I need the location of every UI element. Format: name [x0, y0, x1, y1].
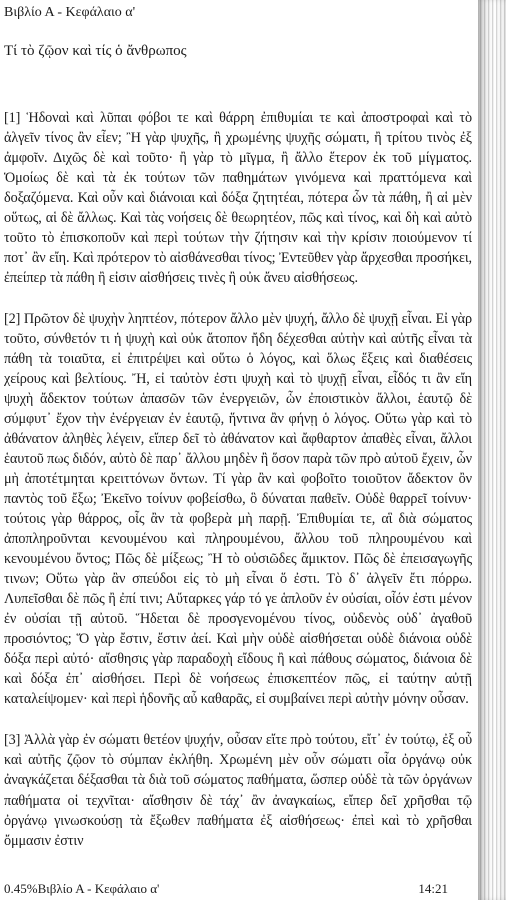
paragraph-2: [2] Πρῶτον δὲ ψυχὴν ληπτέον, πότερον ἄλλο μὲν ψυχή, ἄλλο δὲ ψυχῇ εἶναι. Εἰ γὰρ τοῦτο, σύνθετόν τι ἡ ψυχὴ καὶ οὐκ ἄτοπον ἤδη δέχεσθαι αὐτὴν καὶ αὐτῆς εἶναι τὰ πάθη τὰ τοιαῦτα, εἰ ἐπιτρέψει καὶ οὕτω ὁ λόγος, καὶ ὅλως ἕξεις καὶ διαθέσεις χείρους καὶ βελτίους. Ἤ, εἰ ταὐτὸν ἐστι ψυχὴ καὶ τὸ ψυχῇ εἶναι, εἶδός τι ἂν εἴη ψυχὴ ἄδεκτον τούτων ἁπασῶν τῶν ἐνεργειῶν, ὧν ἐποιστικὸν ἄλλοι, ἑαυτῷ δὲ σύμφυτ᾽ ἔχον τὴν ἐνέργειαν ἐν ἑαυτῷ, ἥντινα ἂν φήνῃ ὁ λόγος. Οὕτω γὰρ καὶ τὸ ἀθάνατον ἀληθὲς λέγειν, εἴπερ δεῖ τὸ ἀθάνατον καὶ ἄφθαρτον ἀπαθὲς εἶναι, ἄλλοι ἑαυτοῦ πως διδόν, αὐτὸ δὲ παρ᾽ ἄλλου μηδὲν ἢ ὅσον παρὰ τῶν πρὸ αὐτοῦ ἔχειν, ὧν μὴ ἀποτέτμηται κρειττόνων ὄντων. Τί γὰρ ἂν καὶ φοβοῖτο τοιοῦτον ἄδεκτον ὂν παντὸς τοῦ ἔξω; Ἐκεῖνο τοίνυν φοβείσθω, ὃ δύναται παθεῖν. Οὐδὲ θαρρεῖ τοίνυν· τούτοις γὰρ θάρρος, οἷς ἂν τὰ φοβερὰ μὴ παρῇ. Ἐπιθυμίαι τε, αἳ διὰ σώματος ἀποπληροῦνται κενουμένου καὶ πληρουμένου, ἄλλου τοῦ πληρουμένου καὶ κενουμένου ὄντος; Πῶς δὲ μίξεως; Ἢ τὸ οὐσιῶδες ἄμικτον. Πῶς δὲ ἐπεισαγωγῆς τινων; Οὕτω γὰρ ἂν σπεύδοι εἰς τὸ μὴ εἶναι ὅ ἐστι. Τὸ δ᾽ ἀλγεῖν ἔτι πόρρω. Λυπεῖσθαι δὲ πῶς ἢ ἐπί τινι; Αὔταρκες γάρ τό γε ἁπλοῦν ἐν οὐσίαι, οἷόν ἐστι μένον ἐν οὐσίαι τῇ αὐτοῦ. Ἥδεται δὲ προσγενομένου τίνος, οὐδενὸς οὐδ᾽ ἀγαθοῦ προσιόντος; Ὅ γὰρ ἔστιν, ἔστιν ἀεί. Καὶ μὴν οὐδὲ αἰσθήσεται οὐδὲ διάνοια οὐδὲ δόξα περὶ αὐτό· αἴσθησις γὰρ παραδοχὴ εἴδους ἢ καὶ πάθους σώματος, διάνοια δὲ καὶ δόξα ἐπ᾽ αἰσθήσει. Περὶ δὲ νοήσεως ἐπισκεπτέον πῶς, εἰ ταύτην αὐτῇ καταλείψομεν· καὶ περὶ ἡδονῆς αὖ καθαρᾶς, εἰ συμβαίνει περὶ αὐτὴν μόνην οὖσαν. [4, 311, 472, 708]
clock: 14:21 [418, 881, 448, 896]
chapter-text [4, 108, 472, 872]
page-edge-shadow [478, 0, 506, 900]
paragraph-1: [1] Ἡδοναὶ καὶ λῦπαι φόβοι τε καὶ θάρρη ἐπιθυμίαι τε καὶ ἀποστροφαὶ καὶ τὸ ἀλγεῖν τίνος ἂν εἶεν; Ἢ γὰρ ψυχῆς, ἢ χρωμένης ψυχῆς σώματι, ἢ τρίτου τινὸς ἐξ ἀμφοῖν. Διχῶς δὲ καὶ τοῦτο· ἢ γὰρ τὸ μῖγμα, ἢ ἄλλο ἕτερον ἐκ τοῦ μίγματος. Ὁμοίως δὲ καὶ τὰ ἐκ τούτων τῶν παθημάτων γινόμενα καὶ πραττόμενα καὶ δοξαζόμενα. Καὶ οὖν καὶ διάνοιαι καὶ δόξα ζητητέαι, πότερα ὧν τὰ πάθη, ἢ αἱ μὲν οὕτως, αἱ δὲ ἄλλως. Καὶ τὰς νοήσεις δὲ θεωρητέον, πῶς καὶ τίνος, καὶ δὴ καὶ αὐτὸ τοῦτο τὸ ἐπισκοποῦν καὶ περὶ τούτων τὴν ζήτησιν καὶ τὴν κρίσιν ποιούμενον τί ποτ᾽ ἂν εἴη. Καὶ πρότερον τὸ αἰσθάνεσθαι τίνος; Ἐντεῦθεν γὰρ ἄρχεσθαι προσήκει, ἐπείπερ τὰ πάθη ἢ εἰσιν αἰσθήσεις τινὲς ἢ οὐκ ἄνευ αἰσθήσεως. [4, 110, 472, 287]
status-footer [4, 880, 448, 898]
chapter-title: Τί τὸ ζῷον καὶ τίς ὁ ἄνθρωπος [4, 43, 187, 59]
paragraph-3: [3] Ἀλλὰ γὰρ ἐν σώματι θετέον ψυχήν, οὖσαν εἴτε πρὸ τούτου, εἴτ᾽ ἐν τούτῳ, ἐξ οὗ καὶ αὐτῆς ζῷον τὸ σύμπαν ἐκλήθη. Χρωμένη μὲν οὖν σώματι οἷα ὀργάνῳ οὐκ ἀναγκάζεται δέξασθαι τὰ διὰ τοῦ σώματος παθήματα, ὥσπερ οὐδὲ τὰ τῶν ὀργάνων παθήματα οἱ τεχνῖται· αἴσθησιν δὲ τάχ᾽ ἂν ἀναγκαίως, εἴπερ δεῖ χρῆσθαι τῷ ὀργάνῳ γινωσκούσῃ τὰ ἔξωθεν παθήματα ἐξ αἰσθήσεως· ἐπεὶ καὶ τὸ χρῆσθαι ὄμμασιν ἐστιν [4, 732, 472, 849]
header-book-chapter: Βιβλίο Α - Κεφάλαιο α' [4, 5, 136, 20]
reading-progress: 0.45%Βιβλίο Α - Κεφάλαιο α' [4, 881, 160, 896]
